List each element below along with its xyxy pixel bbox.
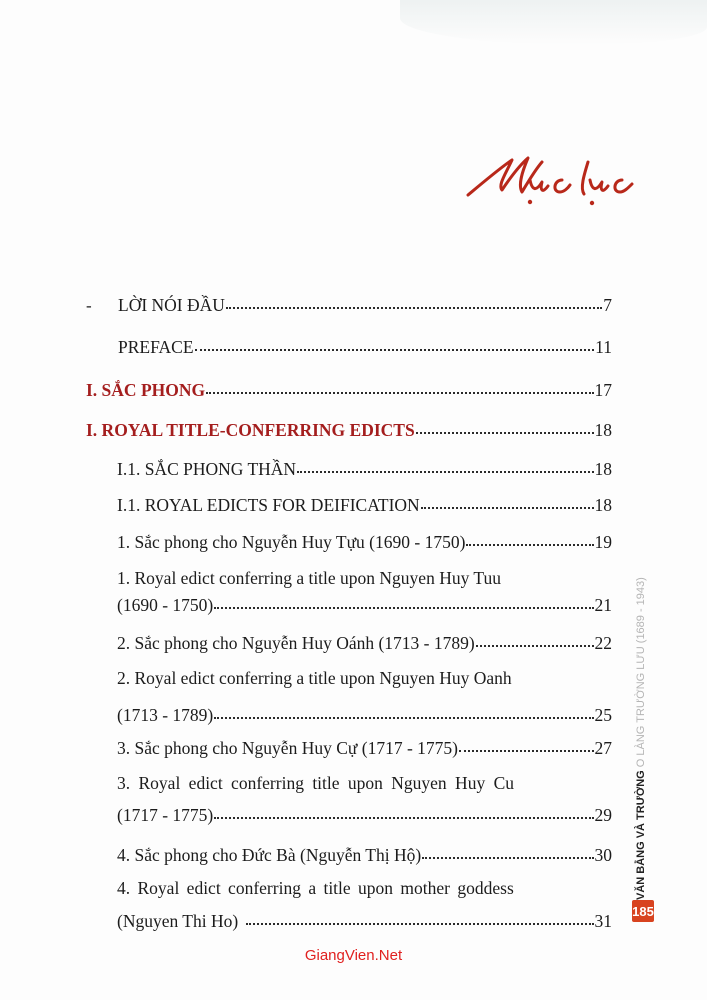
toc-entry[interactable] [117, 704, 612, 726]
toc-bullet: - [86, 296, 92, 315]
running-header-bold: VĂN BẰNG VÀ TRƯỜNG [635, 770, 647, 900]
leader-dots [226, 307, 602, 309]
toc-entry-line1: 4. Royal edict conferring a title upon mother goddess [117, 878, 514, 898]
toc-entry-label: 2. Sắc phong cho Nguyễn Huy Oánh (1713 - 1789) [117, 633, 475, 653]
leader-dots [416, 432, 594, 434]
watermark[interactable]: GiangVien.Net [304, 947, 403, 964]
running-header-light: O LÀNG TRƯỜNG LƯU (1689 - 1943) [635, 577, 647, 768]
toc-entry-label: 4. Sắc phong cho Đức Bà (Nguyễn Thị Hộ) [117, 845, 422, 865]
toc-heading[interactable] [86, 419, 612, 441]
toc-heading[interactable] [86, 379, 612, 401]
leader-dots [422, 857, 593, 859]
toc-entry-page: 17 [594, 380, 612, 400]
leader-dots [459, 750, 594, 752]
toc-entry-label: 1. Sắc phong cho Nguyễn Huy Tựu (1690 - 1750) [117, 532, 466, 552]
toc-entry-label: I. ROYAL TITLE-CONFERRING EDICTS [86, 420, 415, 440]
toc-entry-line1: 2. Royal edict conferring a title upon Nguyen Huy Oanh [117, 668, 512, 688]
toc-entry-label: (1713 - 1789) [117, 705, 214, 725]
toc-entry-page: 31 [594, 911, 612, 931]
toc-entry[interactable] [117, 494, 612, 516]
toc-entry[interactable] [118, 294, 612, 316]
page-number-badge: 185 [632, 900, 654, 922]
toc-entry-label: I.1. SẮC PHONG THẦN [117, 459, 297, 479]
toc-entry-page: 11 [595, 337, 612, 357]
leader-dots [246, 923, 593, 925]
toc-entry[interactable] [117, 458, 612, 480]
toc-entry-label: LỜI NÓI ĐẦU [118, 295, 225, 315]
toc-entry[interactable] [117, 804, 612, 826]
toc-entry-label: I.1. ROYAL EDICTS FOR DEIFICATION [117, 495, 420, 515]
leader-dots [476, 645, 594, 647]
leader-dots [421, 507, 594, 509]
toc-entry[interactable] [118, 336, 612, 358]
toc-entry-label: PREFACE [118, 337, 194, 357]
toc-entry-label: (1690 - 1750) [117, 595, 214, 615]
toc-entry-page: 27 [594, 738, 612, 758]
toc-entry-line1: 3. Royal edict conferring title upon Nguyen Huy Cu [117, 773, 514, 793]
toc-entry-page: 21 [594, 595, 612, 615]
toc-entry[interactable] [117, 632, 612, 654]
toc-entry-page: 18 [594, 459, 612, 479]
toc-entry-page: 18 [594, 420, 612, 440]
toc-entry-label: I. SẮC PHONG [86, 380, 206, 400]
toc-entry[interactable] [117, 531, 612, 553]
toc-entry-label: (1717 - 1775) [117, 805, 214, 825]
running-header-text [635, 570, 655, 900]
leader-dots [297, 471, 593, 473]
running-header [630, 575, 654, 905]
leader-dots [195, 349, 595, 351]
toc-entry[interactable] [117, 844, 612, 866]
toc-entry-line1: 1. Royal edict conferring a title upon Nguyen Huy Tuu [117, 568, 501, 588]
leader-dots [206, 392, 593, 394]
toc-entry-page: 25 [594, 705, 612, 725]
leader-dots [214, 607, 593, 609]
leader-dots [214, 717, 593, 719]
leader-dots [214, 817, 593, 819]
toc-entry-page: 7 [603, 295, 612, 315]
toc-entry[interactable] [117, 910, 612, 932]
toc-entry-page: 22 [594, 633, 612, 653]
toc-entry-page: 30 [594, 845, 612, 865]
leader-dots [466, 544, 593, 546]
toc-entry[interactable] [117, 737, 612, 759]
toc-entry[interactable] [117, 594, 612, 616]
toc-entry-page: 19 [594, 532, 612, 552]
toc-entry-page: 18 [594, 495, 612, 515]
toc-entry-page: 29 [594, 805, 612, 825]
toc-entry-label: (Nguyen Thi Ho) [117, 911, 239, 931]
toc-entry-label: 3. Sắc phong cho Nguyễn Huy Cự (1717 - 1775) [117, 738, 458, 758]
